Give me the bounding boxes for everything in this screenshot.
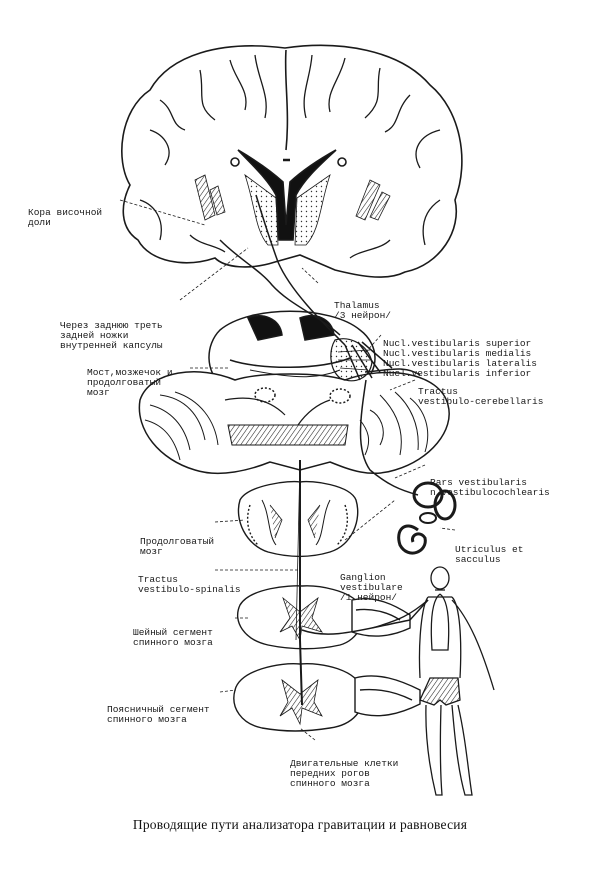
label-cortex: Кора височной доли	[28, 207, 103, 228]
label-utriculus-sacculus: Utriculus et sacculus	[455, 544, 524, 565]
label-lumbar-segment: Поясничный сегмент спинного мозга	[107, 704, 210, 725]
label-motor-cells: Двигательные клетки передних рогов спинного мозга	[290, 758, 399, 789]
figure-caption: Проводящие пути анализатора гравитации и равновесия	[132, 817, 468, 832]
label-tractus-vestibulo-cerebellaris: Tractus vestibulo-cerebellaris	[418, 386, 544, 407]
brain-outline	[122, 45, 462, 277]
label-brainstem: Мост,мозжечок и продолговатый мозг	[87, 367, 173, 398]
label-thalamus: Thalamus /3 нейрон/	[334, 300, 392, 321]
label-ganglion-vestibulare: Ganglion vestibulare /1 нейрон/	[340, 572, 403, 603]
label-vestibular-nuclei: Nucl.vestibularis superior Nucl.vestibularis medialis Nucl.vestibularis lateralis Nucl.vestibularis inferior	[383, 338, 537, 379]
lumbar-segment	[234, 664, 420, 731]
label-tractus-vestibulo-spinalis: Tractus vestibulo-spinalis	[138, 574, 241, 595]
leader-lines	[120, 200, 455, 740]
brain-coronal-section	[122, 45, 462, 277]
label-medulla: Продолговатый мозг	[140, 536, 215, 557]
label-cervical-segment: Шейный сегмент спинного мозга	[133, 627, 213, 648]
label-pars-vestibularis: Pars vestibularis n.vestibulocochlearis	[430, 477, 550, 498]
label-internal-capsule: Через заднюю треть задней ножки внутренней капсулы	[60, 320, 163, 351]
